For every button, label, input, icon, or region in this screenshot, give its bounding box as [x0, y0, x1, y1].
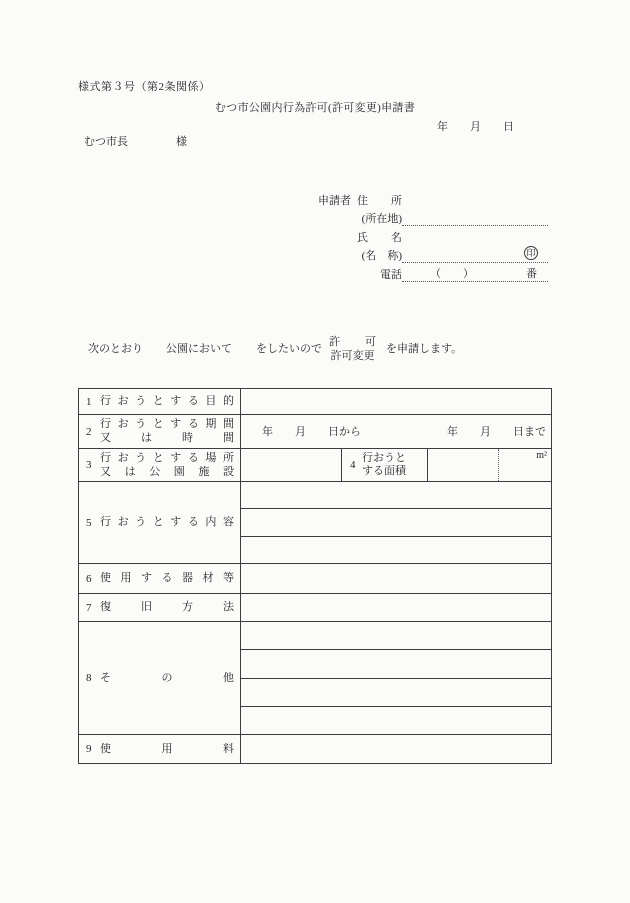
- row-place-area: [79, 448, 551, 481]
- location-sub-label: (所在地): [361, 213, 402, 225]
- content-label: 行 お う と す る 内 容: [100, 516, 234, 528]
- declaration-sentence: [88, 334, 462, 364]
- content-field-2[interactable]: [241, 508, 551, 535]
- row-number: 6: [86, 572, 92, 585]
- fee-field[interactable]: [241, 735, 551, 763]
- date-line: 年 月 日: [437, 121, 514, 133]
- restoration-field[interactable]: [241, 594, 551, 621]
- row-content: [79, 481, 551, 563]
- purpose-field[interactable]: [241, 389, 551, 414]
- applicant-location-row: [318, 208, 548, 227]
- other-label: そ の 他: [100, 671, 234, 684]
- content-field-1[interactable]: [241, 482, 551, 508]
- row-restoration: [79, 593, 551, 621]
- row-number: 8: [86, 672, 92, 684]
- place-field[interactable]: [241, 449, 342, 481]
- phone-parens: （ ）: [430, 267, 474, 280]
- area-label-line2: する面積: [362, 465, 406, 477]
- location-input-line[interactable]: [402, 208, 548, 227]
- period-label-line2: 又 は 時 間: [100, 432, 234, 444]
- choice-permit-change: 許可変更: [330, 350, 375, 362]
- fee-label: 使 用 料: [100, 742, 234, 755]
- place-label-line1: 行 お う と す る 場 所: [100, 451, 234, 464]
- phone-input-line[interactable]: [402, 263, 548, 282]
- period-from-template: 年 月 日から: [262, 425, 361, 438]
- area-label-line1: 行おうと: [362, 452, 406, 464]
- form-title: むつ市公園内行為許可(許可変更)申請書: [214, 102, 416, 114]
- phone-unit-label: 番: [526, 267, 537, 280]
- declaration-tail: を申請します。: [386, 343, 463, 355]
- other-field-3[interactable]: [241, 678, 551, 706]
- declaration-park-phrase: 公園において: [166, 343, 232, 355]
- row-number: 3: [86, 459, 92, 471]
- applicant-block: [318, 189, 548, 282]
- addressee-line: [84, 135, 187, 149]
- other-field-1[interactable]: [241, 622, 551, 649]
- row-number: 5: [86, 516, 92, 529]
- applicant-address-row: [318, 189, 548, 208]
- period-label-line1: 行 お う と す る 期 間: [100, 418, 234, 430]
- name-input-line[interactable]: [402, 245, 548, 264]
- content-field-3[interactable]: [241, 536, 551, 563]
- row-number: 1: [86, 395, 92, 408]
- purpose-label: 行 お う と す る 目 的: [100, 395, 234, 407]
- declaration-lead: 次のとおり: [88, 343, 143, 355]
- applicant-name-row: [318, 226, 548, 245]
- area-unit-cell: [498, 449, 551, 481]
- seal-icon: [524, 246, 538, 260]
- applicant-phone-row: [318, 263, 548, 282]
- phone-label: 電話: [380, 268, 402, 281]
- row-fee: [79, 734, 551, 763]
- permit-choice-stack: [329, 335, 376, 364]
- restoration-label: 復 旧 方 法: [100, 601, 234, 613]
- square-meter-unit: m²: [536, 450, 547, 461]
- application-table: [78, 388, 552, 764]
- declaration-action-phrase: をしたいので: [256, 343, 322, 355]
- org-sub-label: (名 称): [361, 250, 402, 262]
- name-label: 氏 名: [357, 231, 402, 244]
- seal-glyph: 印: [526, 247, 536, 258]
- applicant-label: 申請者: [318, 194, 351, 207]
- period-to-template: 年 月 日まで: [447, 425, 546, 438]
- choice-permit: 許 可: [329, 335, 376, 348]
- form-number: 様式第３号（第2条関係）: [78, 81, 211, 93]
- row-number: 9: [86, 743, 92, 755]
- equipment-field[interactable]: [241, 564, 551, 593]
- addressee-name: むつ市長: [84, 136, 128, 148]
- place-label-line2: 又 は 公 園 施 設: [100, 465, 234, 478]
- row-other: [79, 621, 551, 734]
- row-number: 2: [86, 425, 92, 438]
- period-field[interactable]: [241, 415, 551, 448]
- area-label-cell: [342, 449, 428, 481]
- area-field[interactable]: [428, 449, 498, 481]
- address-label: 住 所: [357, 194, 402, 207]
- row-purpose: [79, 389, 551, 414]
- row-number: 7: [86, 601, 92, 614]
- row-period: [79, 414, 551, 448]
- applicant-org-row: [318, 245, 548, 264]
- other-field-2[interactable]: [241, 649, 551, 677]
- row-equipment: [79, 563, 551, 593]
- equipment-label: 使 用 す る 器 材 等: [100, 572, 234, 584]
- addressee-honorific: 様: [176, 136, 187, 148]
- other-field-4[interactable]: [241, 706, 551, 734]
- row-number: 4: [350, 459, 356, 471]
